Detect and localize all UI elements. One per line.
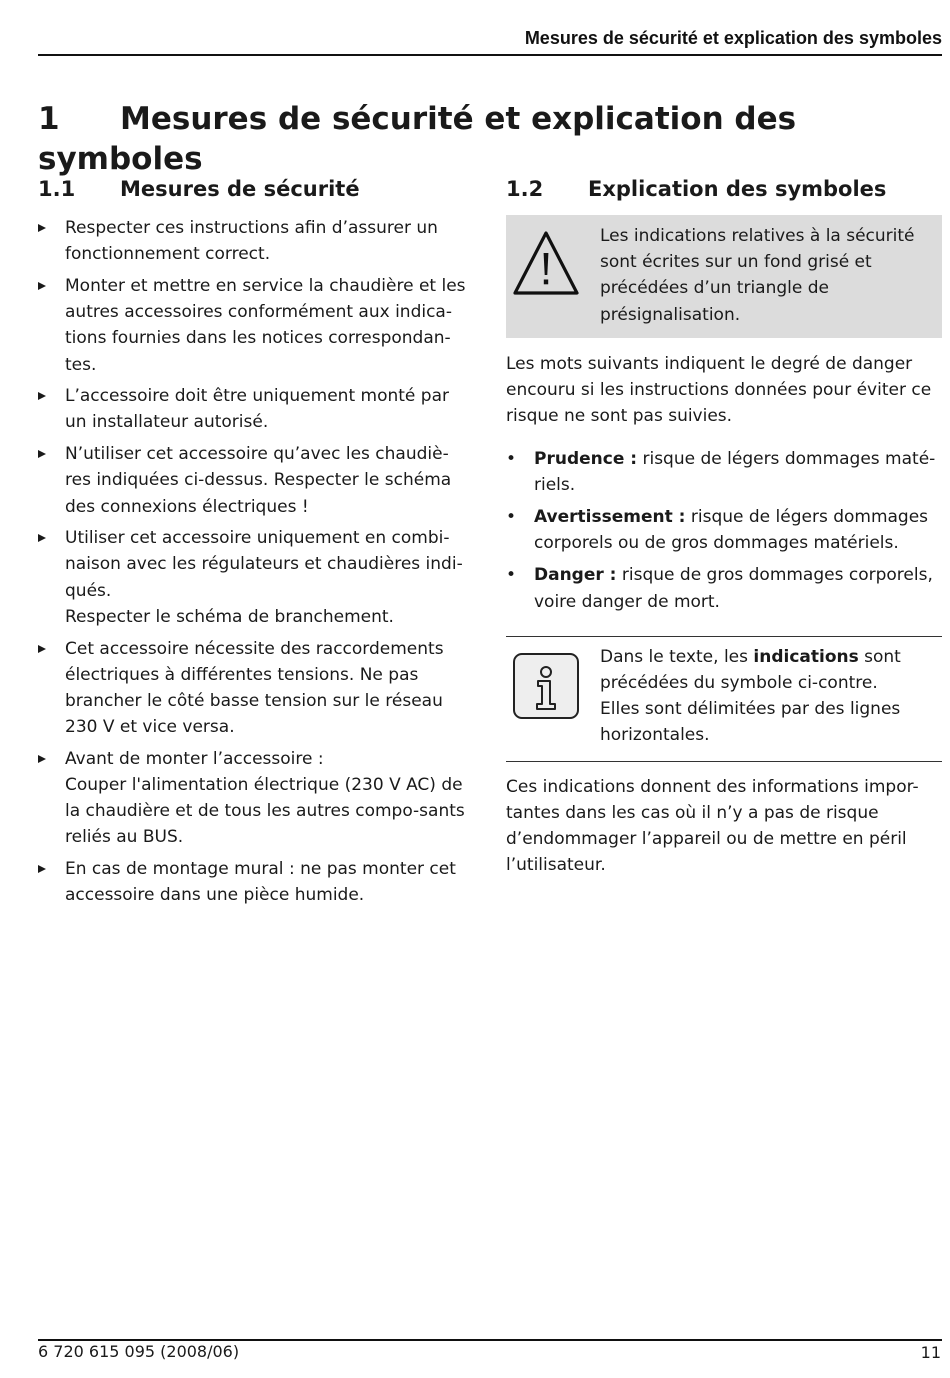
- danger-desc: risque de gros dommages corporels, voire danger de mort.: [534, 565, 933, 612]
- info-text-bold: indications: [753, 646, 859, 667]
- section-title: Explication des symboles: [588, 177, 887, 201]
- danger-levels-list: [506, 446, 942, 615]
- safety-item-text: Utiliser cet accessoire uniquement en combi-naison avec les régulateurs et chaudières indi-qués. Respecter le schéma de branchement.: [65, 528, 463, 627]
- danger-term: Danger :: [534, 565, 617, 586]
- arrow-bullet-icon: [38, 645, 46, 653]
- danger-desc: risque de légers dommages maté-riels.: [534, 448, 936, 495]
- footer-rule: [38, 1339, 942, 1341]
- bullet-dot: •: [506, 507, 517, 528]
- danger-level-item: [506, 504, 942, 556]
- warning-text: Les indications relatives à la sécurité sont écrites sur un fond grisé et précédées d’un triangle de présignalisation.: [600, 226, 915, 325]
- info-icon: [512, 652, 580, 728]
- header-rule: [38, 54, 942, 56]
- safety-item-text: Respecter ces instructions afin d’assurer un fonctionnement correct.: [65, 218, 438, 265]
- safety-item: [38, 273, 474, 378]
- info-block: [506, 636, 942, 762]
- section-title: Mesures de sécurité: [120, 177, 360, 201]
- safety-list: [38, 215, 474, 909]
- safety-item: [38, 856, 474, 908]
- chapter-title-text: Mesures de sécurité et explication des symboles: [38, 101, 797, 177]
- arrow-bullet-icon: [38, 534, 46, 542]
- danger-desc: risque de légers dommages corporels ou de gros dommages matériels.: [534, 507, 929, 554]
- safety-item-text: L’accessoire doit être uniquement monté par un installateur autorisé.: [65, 386, 449, 433]
- info-text-start: Dans le texte, les: [600, 646, 754, 667]
- section-heading-1-1: [38, 175, 474, 215]
- danger-level-item: [506, 446, 942, 498]
- page-number: 11: [920, 1343, 941, 1362]
- doc-number: 6 720 615 095 (2008/06): [38, 1342, 240, 1361]
- arrow-bullet-icon: [38, 865, 46, 873]
- safety-item: [38, 441, 474, 520]
- section-heading-1-2: [506, 175, 942, 215]
- chapter-title: [38, 99, 942, 179]
- section-number: 1.2: [506, 177, 544, 201]
- running-header: Mesures de sécurité et explication des symboles: [524, 28, 942, 48]
- danger-term: Prudence :: [534, 448, 638, 469]
- safety-item: [38, 215, 474, 267]
- info-text-end: sont précédées du symbole ci-contre.: [600, 646, 901, 694]
- safety-item: [38, 746, 474, 851]
- danger-level-item: [506, 562, 942, 614]
- arrow-bullet-icon: [38, 224, 46, 232]
- bullet-dot: •: [506, 448, 517, 469]
- safety-item: [38, 525, 474, 630]
- warning-box: [506, 215, 942, 338]
- arrow-bullet-icon: [38, 755, 46, 763]
- safety-item-text: Cet accessoire nécessite des raccordements électriques à différentes tensions. Ne pas brancher le côté basse tension sur le réseau 230 V et vice versa.: [65, 638, 444, 738]
- info-text-line2: Elles sont délimitées par des lignes horizontales.: [600, 699, 901, 746]
- arrow-bullet-icon: [38, 282, 46, 290]
- safety-item-text: En cas de montage mural : ne pas monter cet accessoire dans une pièce humide.: [65, 859, 456, 906]
- safety-item-text: N’utiliser cet accessoire qu’avec les chaudiè-res indiquées ci-dessus. Respecter le schéma des connexions électriques !: [65, 444, 452, 517]
- arrow-bullet-icon: [38, 392, 46, 400]
- danger-intro: Les mots suivants indiquent le degré de danger encouru si les instructions données pour éviter ce risque ne sont pas suivies.: [506, 354, 932, 427]
- bullet-dot: •: [506, 565, 517, 586]
- arrow-bullet-icon: [38, 450, 46, 458]
- info-paragraph: Ces indications donnent des informations impor-tantes dans les cas où il n’y a pas de risque d’endommager l’appareil ou de mettre en péril l’utilisateur.: [506, 776, 919, 876]
- section-safety: [38, 175, 474, 914]
- section-symbols: [506, 175, 942, 878]
- danger-term: Avertissement :: [534, 507, 686, 528]
- safety-item-text: Monter et mettre en service la chaudière et les autres accessoires conformément aux indica-tions fournies dans les notices correspondan-tes.: [65, 275, 466, 375]
- safety-item-text: Avant de monter l’accessoire : Couper l'alimentation électrique (230 V AC) de la chaudière et de tous les autres compo-sants reliés au BUS.: [65, 748, 465, 848]
- warning-triangle-icon: [512, 229, 580, 305]
- section-number: 1.1: [38, 177, 76, 201]
- safety-item: [38, 636, 474, 741]
- safety-item: [38, 383, 474, 435]
- chapter-number: 1: [38, 101, 60, 137]
